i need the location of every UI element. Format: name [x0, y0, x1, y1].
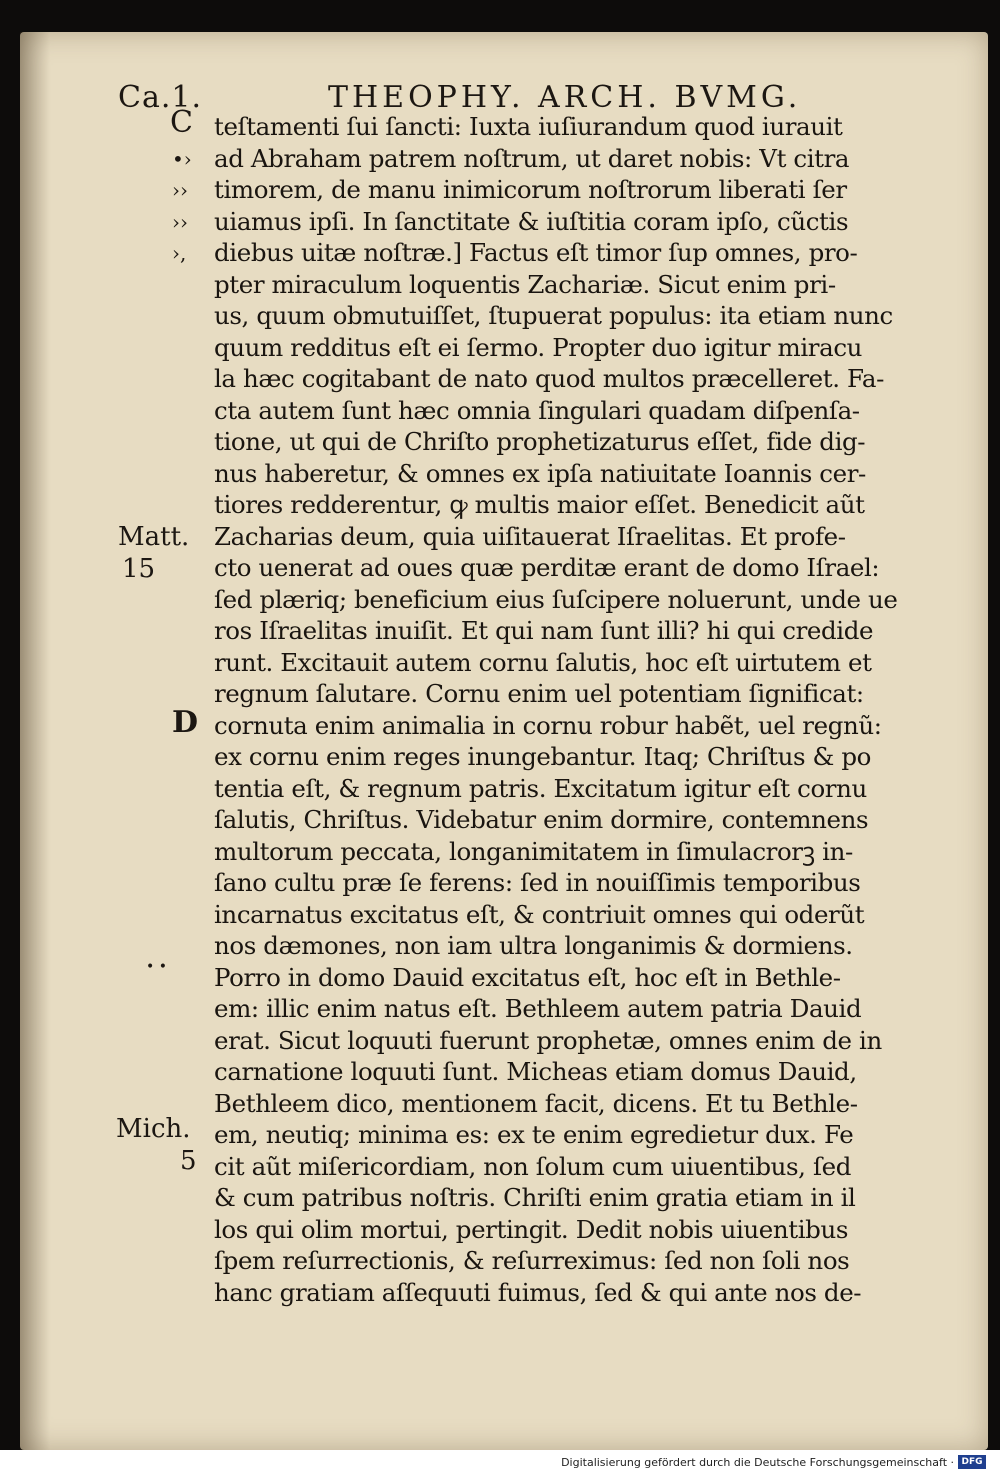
margin-ref-matt: Matt.	[118, 522, 190, 552]
text-line: hanc gratiam aſſequuti fuimus, ſed & qui ante nos de-	[214, 1277, 862, 1307]
margin-ref-mich-chapter: 5	[180, 1146, 197, 1176]
text-line: la hæc cogitabant de nato quod multos præcelleret. Fa-	[214, 364, 884, 393]
text-line: diebus uitæ noſtræ.] Factus eſt timor ſup omnes, pro-	[214, 238, 858, 267]
text-line: timorem, de manu inimicorum noſtrorum liberati ſer	[214, 175, 847, 204]
text-line: cit aũt miſericordiam, non ſolum cum uiuentibus, ſed	[214, 1151, 851, 1181]
text-line: em, neutiq; minima es: ex te enim egredietur dux. Fe	[214, 1120, 854, 1149]
text-line: regnum ſalutare. Cornu enim uel potentiam ſignificat:	[214, 679, 864, 708]
text-line: runt. Excitauit autem cornu ſalutis, hoc eſt uirtutem et	[214, 647, 872, 677]
text-line: quum redditus eſt ei ſermo. Propter duo igitur miracu	[214, 332, 863, 362]
quote-mark: •›	[172, 147, 192, 171]
text-line: em: illic enim natus eſt. Bethleem autem patria Dauid	[214, 994, 862, 1023]
text-line: tione, ut qui de Chriſto prophetizaturus eſſet, fide dig-	[214, 427, 866, 456]
text-line: teſtamenti ſui ſancti: Iuxta iuſiurandum quod iurauit	[214, 112, 843, 141]
chapter-label: Ca.1.	[118, 80, 202, 115]
spine-shadow	[20, 32, 50, 1450]
text-line: ros Iſraelitas inuiſit. Et qui nam ſunt illi? hi qui credide	[214, 616, 874, 645]
section-letter-c: C	[170, 105, 193, 140]
text-line: tentia eſt, & regnum patris. Excitatum igitur eſt cornu	[214, 773, 867, 803]
text-line: Bethleem dico, mentionem facit, dicens. Et tu Bethle-	[214, 1088, 858, 1118]
quote-mark: ››	[172, 210, 188, 234]
margin-ref-matt-chapter: 15	[122, 554, 156, 584]
text-line: ſed plæriq; beneficium eius ſuſcipere noluerunt, unde ue	[214, 584, 898, 614]
margin-ref-mich: Mich.	[116, 1114, 191, 1144]
text-line: us, quum obmutuiſſet, ſtupuerat populus: ita etiam nunc	[214, 301, 893, 330]
text-line: Porro in domo Dauid excitatus eſt, hoc eſt in Bethle-	[214, 962, 841, 992]
quote-mark: ›,	[172, 241, 187, 265]
text-line: uiamus ipſi. In ſanctitate & iuſtitia coram ipſo, cũctis	[214, 206, 849, 236]
text-line: ex cornu enim reges inungebantur. Itaq; Chriſtus & po	[214, 742, 871, 771]
text-line: ſano cultu præ ſe ferens: ſed in nouiſſimis temporibus	[214, 868, 861, 897]
text-line: erat. Sicut loquuti fuerunt prophetæ, omnes enim de in	[214, 1025, 882, 1055]
body-text	[214, 111, 904, 1308]
running-title: THEOPHY. ARCH. BVMG.	[328, 80, 802, 115]
text-line: ſalutis, Chriſtus. Videbatur enim dormire, contemnens	[214, 805, 869, 834]
text-line: multorum peccata, longanimitatem in ſimulacrorꝫ in-	[214, 836, 853, 866]
text-line: & cum patribus noſtris. Chriſti enim gratia etiam in il	[214, 1183, 856, 1212]
text-line: carnatione loquuti ſunt. Micheas etiam domus Dauid,	[214, 1057, 857, 1086]
text-line: tiores redderentur, ꝙ multis maior eſſet. Benedicit aũt	[214, 490, 865, 519]
text-line: ſpem reſurrectionis, & reſurreximus: ſed non ſoli nos	[214, 1246, 850, 1275]
text-line: ad Abraham patrem noſtrum, ut daret nobis: Vt citra	[214, 143, 850, 173]
section-letter-d: D	[172, 705, 199, 740]
text-line: cornuta enim animalia in cornu robur habẽt, uel regnũ:	[214, 710, 882, 740]
text-line: incarnatus excitatus eſt, & contriuit omnes qui oderũt	[214, 899, 865, 929]
quote-mark: ››	[172, 178, 188, 202]
footer-bar	[0, 1450, 1000, 1474]
text-line: pter miraculum loquentis Zachariæ. Sicut enim pri-	[214, 269, 836, 299]
text-line: Zacharias deum, quia uiſitauerat Iſraelitas. Et profe-	[214, 521, 846, 551]
funding-notice: Digitalisierung gefördert durch die Deutsche Forschungsgemeinschaft ·	[561, 1456, 954, 1469]
dfg-logo: DFG	[958, 1455, 986, 1469]
text-line: los qui olim mortui, pertingit. Dedit nobis uiuentibus	[214, 1214, 848, 1244]
margin-dots: • •	[146, 959, 167, 975]
text-line: nos dæmones, non iam ultra longanimis & dormiens.	[214, 931, 853, 960]
text-line: nus haberetur, & omnes ex ipſa natiuitate Ioannis cer-	[214, 458, 866, 488]
text-line: cto uenerat ad oues quæ perditæ erant de domo Iſrael:	[214, 553, 880, 582]
text-line: cta autem ſunt hæc omnia ſingulari quadam diſpenſa-	[214, 395, 860, 425]
